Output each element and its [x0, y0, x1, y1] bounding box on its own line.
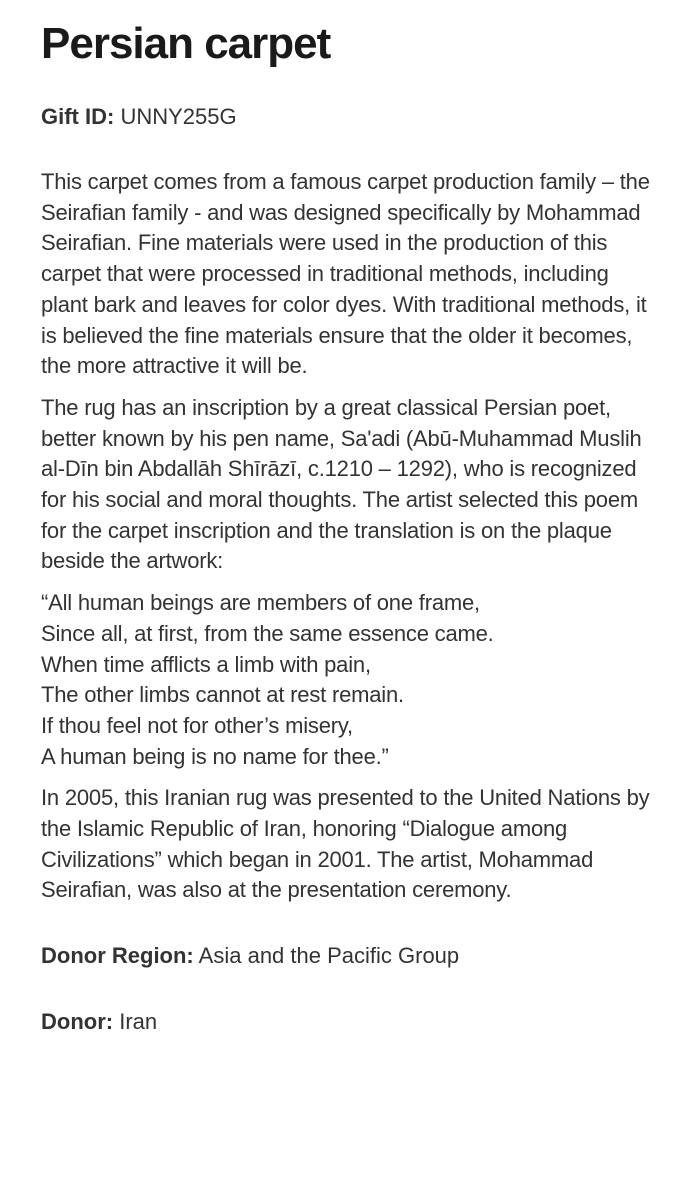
poem-line-3: When time afflicts a limb with pain,: [41, 651, 371, 677]
gift-id-value: UNNY255G: [120, 104, 237, 129]
page-title: Persian carpet: [41, 19, 331, 68]
closing-paragraph: In 2005, this Iranian rug was presented to the United Nations by the Islamic Republic of Iran, honoring “Dialogue among Civilizations” which began in 2001. The artist, Mohammad Seirafian, was also at the presentation ceremony.: [41, 785, 650, 903]
description-paragraph-2: The rug has an inscription by a great classical Persian poet, better known by his pen name, Sa'adi (Abū-Muhammad Muslih al-Dīn bin Abdallāh Shīrāzī, c.1210 – 1292), who is recognized for his social and moral thoughts. The artist selected this poem for the carpet inscription and the translation is on the plaque beside the artwork:: [41, 394, 642, 574]
poem-line-4: The other limbs cannot at rest remain.: [41, 682, 404, 708]
donor-label: Donor:: [41, 1009, 114, 1035]
poem-line-2: Since all, at first, from the same essence came.: [41, 620, 494, 646]
gift-id-row: [41, 102, 661, 132]
donor-row: [41, 1007, 661, 1037]
poem-block: [41, 588, 661, 772]
poem-line-1: “All human beings are members of one frame,: [41, 590, 480, 616]
poem-line-6: A human being is no name for thee.”: [41, 743, 389, 769]
donor-region-label: Donor Region:: [41, 943, 194, 969]
donor-value: Iran: [119, 1009, 158, 1035]
donor-region-row: [41, 941, 661, 971]
poem-line-5: If thou feel not for other’s misery,: [41, 712, 353, 738]
gift-id-label: Gift ID:: [41, 104, 115, 129]
donor-region-value: Asia and the Pacific Group: [198, 943, 460, 969]
description-paragraph-1: This carpet comes from a famous carpet production family – the Seirafian family - and was designed specifically by Mohammad Seirafian. Fine materials were used in the production of this carpet that were processed in traditional methods, including plant bark and leaves for color dyes. With traditional methods, it is believed the fine materials ensure that the older it becomes, the more attractive it will be.: [41, 169, 650, 379]
